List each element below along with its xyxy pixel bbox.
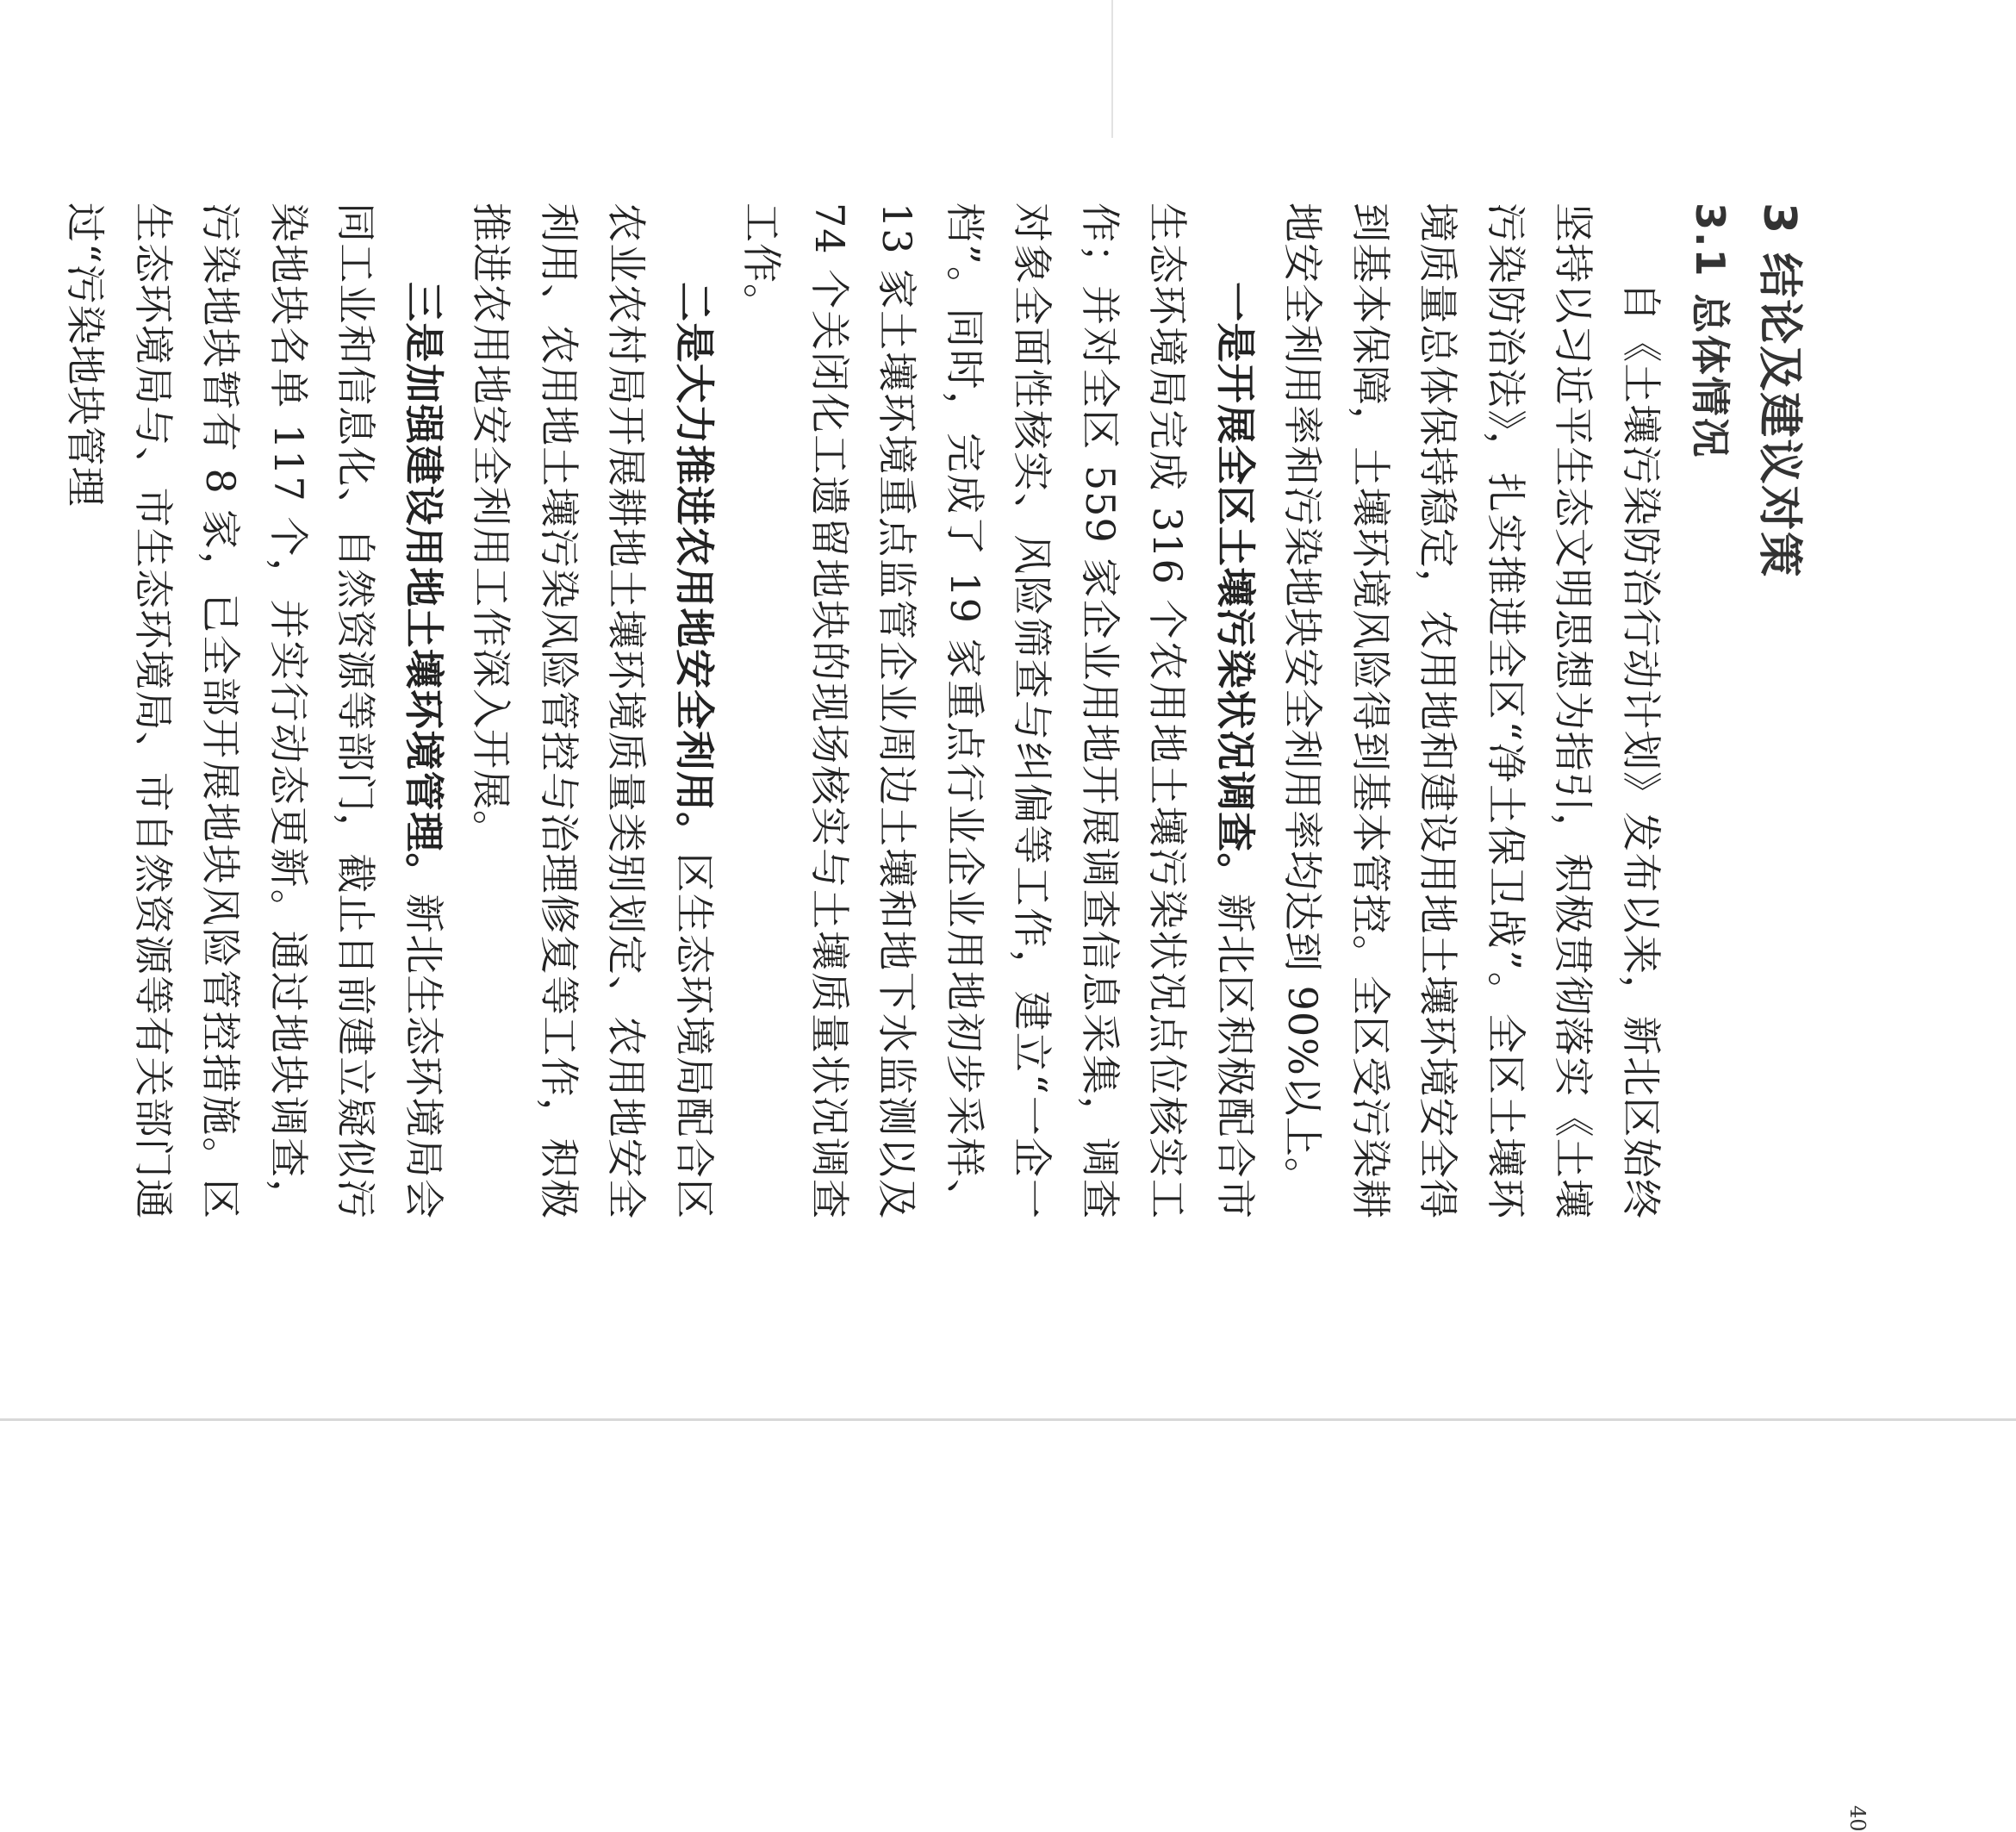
chapter-title: 结论及建议对策 [1753, 252, 1805, 579]
section-number: 3.1 [1687, 203, 1733, 278]
chapter-number: 3 [1753, 203, 1805, 236]
paragraph-lead: 一是开展全区土壤污染状况调查。 [1212, 282, 1259, 894]
rotated-page-content [62, 203, 1870, 1832]
section-title: 总体情况 [1687, 293, 1733, 459]
paragraph-soil-survey [728, 203, 1269, 1219]
section-heading [1682, 203, 1739, 1219]
paragraph-body: 自《土壤污染防治行动计划》发布以来，新北区始终坚持以习近平生态文明思想为指引，积极贯彻落实《土壤污染防治法》，扎实推进全区“净土保卫战”。全区土壤环境质量总体保持稳定，农用地和建设用地土壤环境安全得到基本保障，土壤环境风险得到基本管控。全区受污染耕地安全利用率和污染地块安全利用率均达到 90%以上。 [1279, 203, 1664, 1219]
paragraph-body: 新北生态环境局会同工业和信息化、自然资源等部门，截止目前建立疑似污染地块名单 117 个，并实行动态更新。通过地块调查，污染地块暂有 8 家，已全部开展地块风险管控措施。区生态环境局与、市生态环境局、市自然资源等有关部门通过“污染地块管理 [62, 203, 447, 1220]
paragraph-lead: 二是大力推进农用地安全利用。 [671, 282, 718, 853]
paragraph-farmland-use [457, 203, 728, 1219]
chapter-heading [1749, 203, 1809, 1219]
paragraph-construction-land [52, 203, 457, 1219]
paragraph-intro [1269, 203, 1675, 1219]
page-number: 40 [1845, 1805, 1870, 1832]
paragraph-body: 区生态环境局配合区农业农村局开展耕地土壤环境质量类别划定、农用地安全利用、农用地土壤污染风险管控与治理修复等工作，积极推进农用地安全利用工作深入开展。 [468, 203, 718, 1220]
paragraph-lead: 三是加强建设用地土壤环境管理。 [401, 282, 447, 894]
paragraph-body: 新北区积极配合市生态环境局完成 316 个农用地土壤污染状况点位核实工作；并对全区 559 家企业用地开展调查信息采集，调查对象全面性核实、风险筛查与纠偏等工作，建立“一企一档”。同时，完成了 19 家重点行业企业用地初步采样、13 家土壤环境重点监管企业周边土壤和地下水监测以及 74 个关闭化工遗留地块的现场核实与土壤质量状况调查工作。 [738, 203, 1259, 1220]
